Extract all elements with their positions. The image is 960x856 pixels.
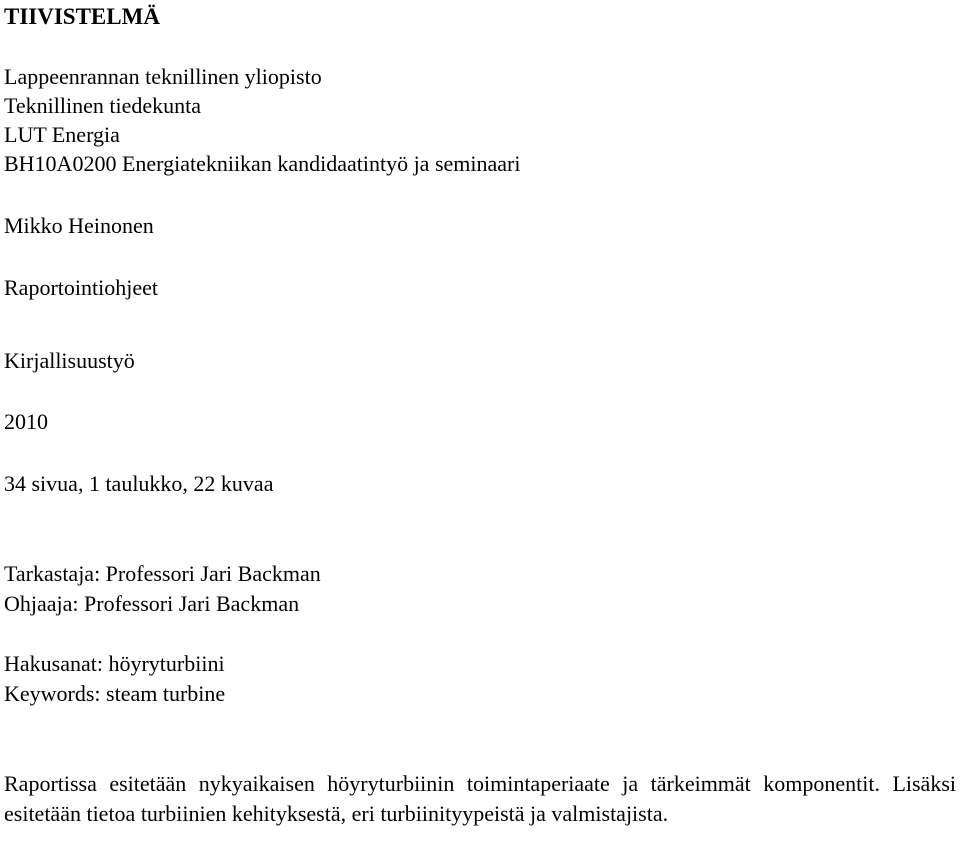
keywords-english: Keywords: steam turbine bbox=[4, 681, 226, 706]
year: 2010 bbox=[4, 409, 48, 434]
university-name: Lappeenrannan teknillinen yliopisto bbox=[4, 64, 322, 89]
author-name: Mikko Heinonen bbox=[4, 213, 154, 238]
thesis-title: Raportointiohjeet bbox=[4, 275, 158, 300]
faculty-name: Teknillinen tiedekunta bbox=[4, 93, 202, 118]
supervisor: Ohjaaja: Professori Jari Backman bbox=[4, 591, 300, 616]
department-name: LUT Energia bbox=[4, 122, 120, 147]
document-extent: 34 sivua, 1 taulukko, 22 kuvaa bbox=[4, 471, 274, 496]
examiner: Tarkastaja: Professori Jari Backman bbox=[4, 561, 321, 586]
course-name: BH10A0200 Energiatekniikan kandidaatintyö ja seminaari bbox=[4, 151, 521, 176]
page-heading: TIIVISTELMÄ bbox=[4, 4, 160, 29]
abstract-text: Raportissa esitetään nykyaikaisen höyryturbiinin toimintaperiaate ja tärkeimmät komponentit. Lisäksi esitetään tietoa turbiinien kehityksestä, eri turbiinityypeistä ja valmistajista. bbox=[4, 771, 956, 826]
work-type: Kirjallisuustyö bbox=[4, 348, 135, 373]
keywords-finnish: Hakusanat: höyryturbiini bbox=[4, 651, 225, 676]
